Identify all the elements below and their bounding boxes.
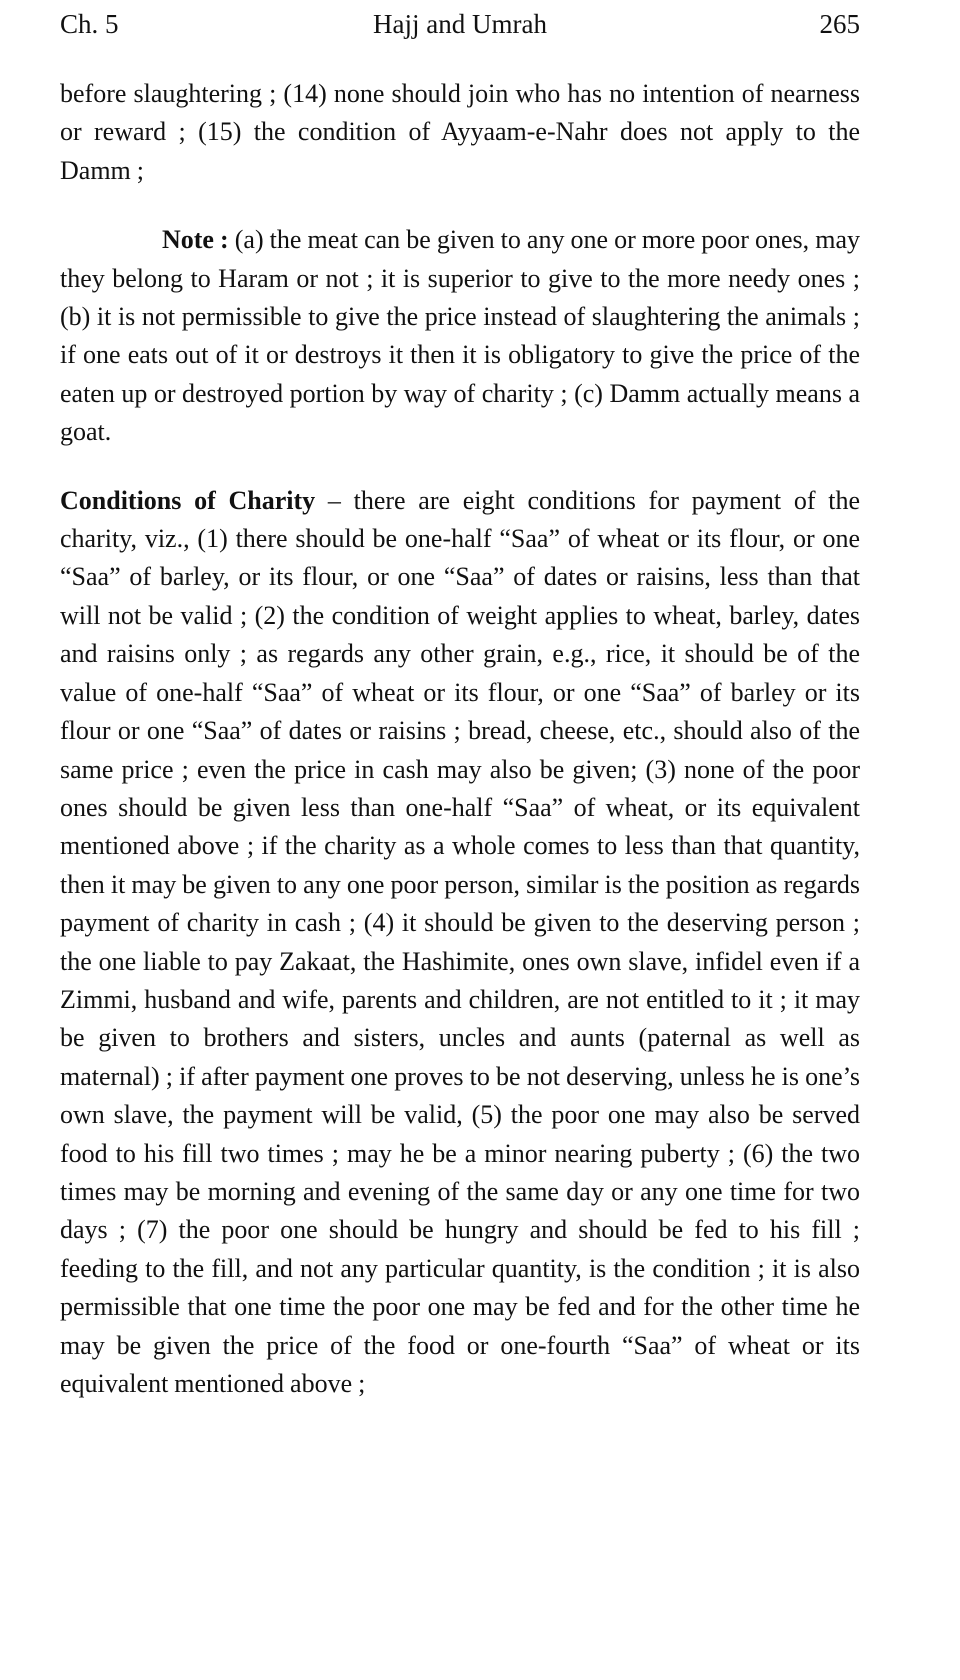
note-label: Note : [162, 225, 229, 255]
page-header [60, 4, 860, 44]
running-title: Hajj and Umrah [373, 9, 547, 39]
note-paragraph [60, 221, 860, 451]
charity-text: – there are eight conditions for payment of the charity, viz., (1) there should be one-half “Saa” of wheat or its flour, or one “Saa” of barley, or its flour, or one “Saa” of dates or raisins, less than that will not be valid ; (2) the condition of weight applies to wheat, barley, dates and raisins only ; as regards any other grain, e.g., rice, it should be of the value of one-half “Saa” of wheat or its flour, or one “Saa” of barley or its flour or one “Saa” of dates or raisins ; bread, cheese, etc., should also of the same price ; even the price in cash may also be given; (3) none of the poor ones should be given less than one-half “Saa” of wheat, or its equivalent mentioned above ; if the charity as a whole comes to less than that quantity, then it may be given to any one poor person, similar is the position as regards payment of charity in cash ; (4) it should be given to the deserving person ; the one liable to pay Zakaat, the Hashimite, ones own slave, infidel even if a Zimmi, husband and wife, parents and children, are not entitled to it ; it may be given to brothers and sisters, uncles and aunts (paternal as well as maternal) ; if after payment one proves to be not deserving, unless he is one’s own slave, the payment will be valid, (5) the poor one may also be served food to his fill two times ; may he be a minor nearing puberty ; (6) the two times may be morning and evening of the same day or any one time for two days ; (7) the poor one should be hungry and should be fed to his fill ; feeding to the fill, and not any particular quantity, is the condition ; it is also permissible that one time the poor one may be fed and for the other time he may be given the price of the food or one-fourth “Saa” of wheat or its equivalent mentioned above ; [60, 485, 860, 1398]
charity-paragraph [60, 482, 860, 1404]
body-text [60, 75, 860, 1403]
chapter-label: Ch. 5 [60, 9, 119, 39]
note-text: (a) the meat can be given to any one or more poor ones, may they belong to Haram or not ; it is superior to give to the more needy ones ; (b) it is not permissible to give the price instead of slaughtering the animals ; if one eats out of it or destroys it then it is obligatory to give the price of the eaten up or destroyed portion by way of charity ; (c) Damm actually means a goat. [60, 225, 861, 447]
charity-heading: Conditions of Charity [60, 485, 316, 515]
continuation-paragraph: before slaughtering ; (14) none should join who has no intention of nearness or reward ; (15) the condition of Ayyaam-e-Nahr does not apply to the Damm ; [60, 79, 860, 185]
page-number: 265 [819, 9, 860, 39]
